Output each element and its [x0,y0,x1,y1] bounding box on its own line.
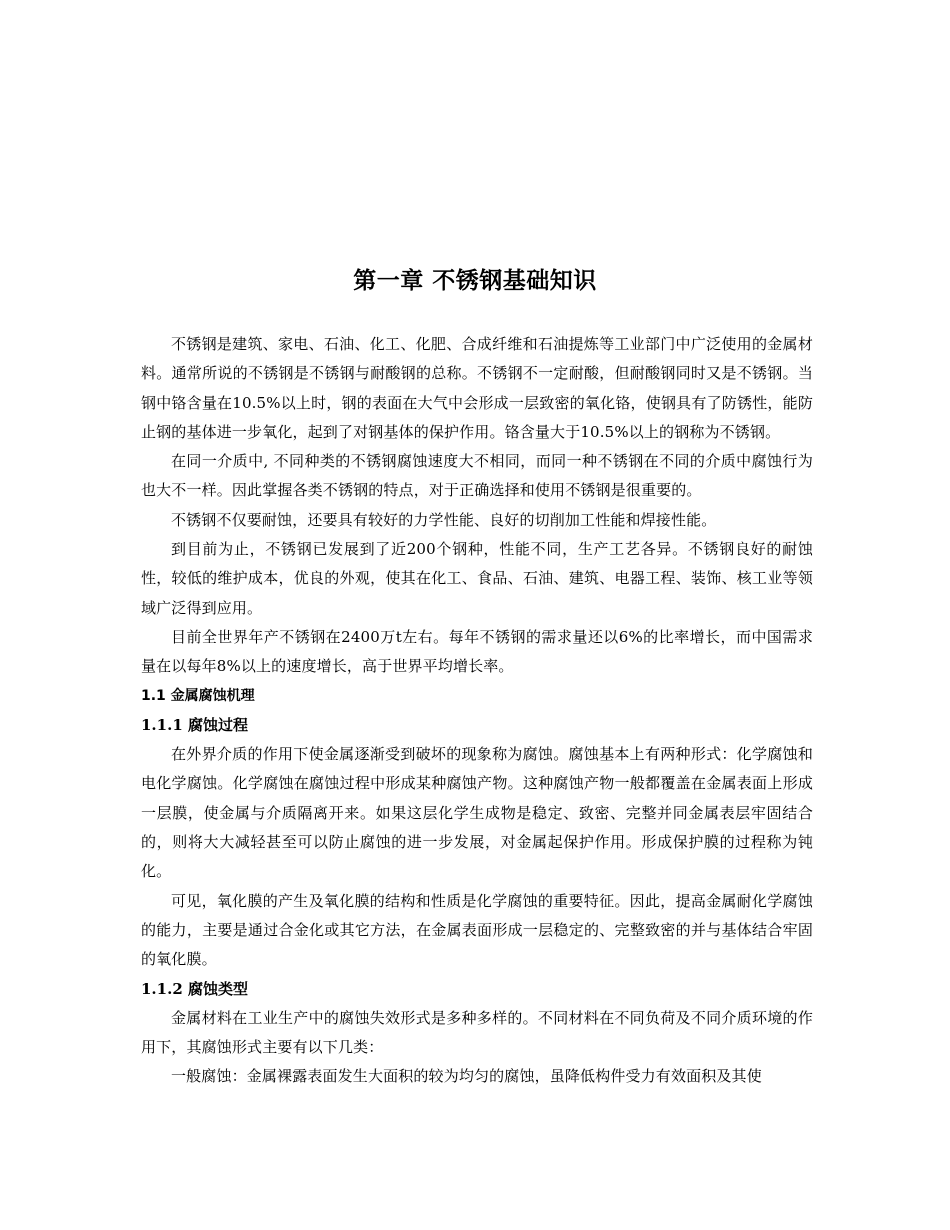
subsection-heading: 1.1.1 腐蚀过程 [141,715,248,734]
paragraph: 不锈钢是建筑、家电、石油、化工、化肥、合成纤维和石油提炼等工业部门中广泛使用的金属材料。通常所说的不锈钢是不锈钢与耐酸钢的总称。不锈钢不一定耐酸，但耐酸钢同时又是不锈钢。当钢中铬含量在10.5%以上时，钢的表面在大气中会形成一层致密的氧化铬，使钢具有了防锈性，能防止钢的基体进一步氧化，起到了对钢基体的保护作用。铬含量大于10.5%以上的钢称为不锈钢。 [141,335,813,441]
paragraph: 金属材料在工业生产中的腐蚀失效形式是多种多样的。不同材料在不同负荷及不同介质环境的作用下，其腐蚀形式主要有以下几类： [141,1008,813,1057]
paragraph: 目前全世界年产不锈钢在2400万t左右。每年不锈钢的需求量还以6%的比率增长，而中国需求量在以每年8%以上的速度增长，高于世界平均增长率。 [141,627,813,676]
paragraph: 可见，氧化膜的产生及氧化膜的结构和性质是化学腐蚀的重要特征。因此，提高金属耐化学腐蚀的能力，主要是通过合金化或其它方法，在金属表面形成一层稳定的、完整致密的并与基体结合牢固的氧化膜。 [141,891,813,969]
paragraph: 在同一介质中, 不同种类的不锈钢腐蚀速度大不相同，而同一种不锈钢在不同的介质中腐蚀行为也大不一样。因此掌握各类不锈钢的特点，对于正确选择和使用不锈钢是很重要的。 [141,452,813,500]
subsection-heading: 1.1.2 腐蚀类型 [141,979,248,998]
paragraph: 一般腐蚀：金属裸露表面发生大面积的较为均匀的腐蚀，虽降低构件受力有效面积及其使 [171,1067,762,1086]
paragraph: 到目前为止，不锈钢已发展到了近200个钢种，性能不同，生产工艺各异。不锈钢良好的耐蚀性，较低的维护成本，优良的外观，使其在化工、食品、石油、建筑、电器工程、装饰、核工业等领域广泛得到应用。 [141,540,813,617]
chapter-title: 第一章 不锈钢基础知识 [353,268,597,294]
document-body [141,330,813,1092]
paragraph: 在外界介质的作用下使金属逐渐受到破坏的现象称为腐蚀。腐蚀基本上有两种形式：化学腐蚀和电化学腐蚀。化学腐蚀在腐蚀过程中形成某种腐蚀产物。这种腐蚀产物一般都覆盖在金属表面上形成一层膜，使金属与介质隔离开来。如果这层化学生成物是稳定、致密、完整并同金属表层牢固结合的，则将大大减轻甚至可以防止腐蚀的进一步发展，对金属起保护作用。形成保护膜的过程称为钝化。 [141,745,813,881]
paragraph: 不锈钢不仅要耐蚀，还要具有较好的力学性能、良好的切削加工性能和焊接性能。 [171,510,717,529]
section-heading: 1.1 金属腐蚀机理 [141,687,255,704]
